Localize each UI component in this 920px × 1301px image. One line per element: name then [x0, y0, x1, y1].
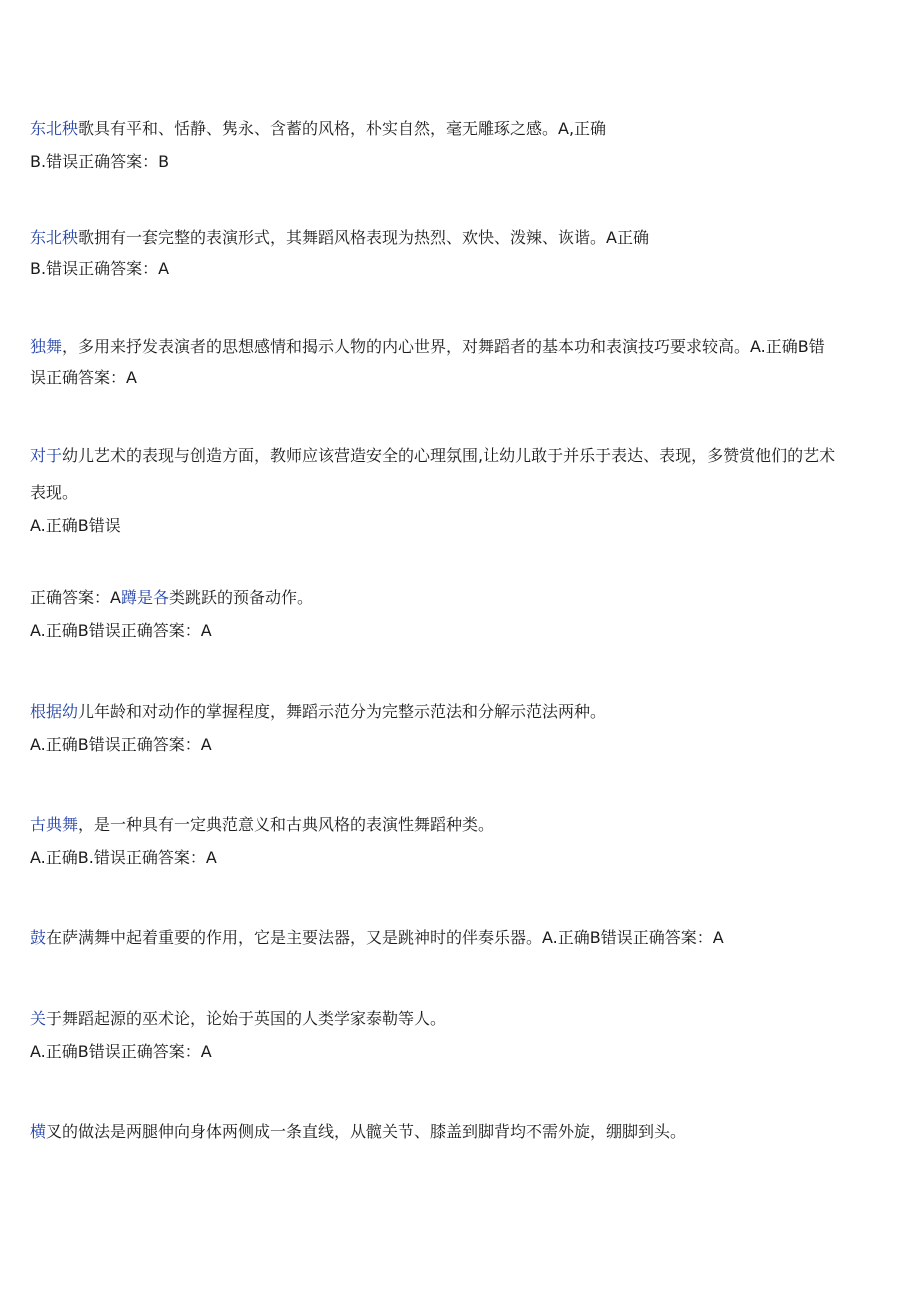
question-8-text: 在萨满舞中起着重要的作用，它是主要法器，又是跳神时的伴奏乐器。A.正确B错误正确答案：A: [46, 928, 724, 947]
question-1-line-2: [30, 150, 890, 174]
question-8-line-1: [30, 926, 890, 950]
question-2-keyword: 东北秧: [30, 228, 79, 247]
question-1-line-1: [30, 117, 890, 141]
question-3-line-2: [30, 366, 890, 390]
question-5-line-2: [30, 619, 890, 643]
question-1-answer: B.错误正确答案：B: [30, 152, 170, 171]
question-6-answer: A.正确B错误正确答案：A: [30, 735, 212, 754]
question-4-options: A.正确B错误: [30, 516, 121, 535]
question-9-keyword: 关: [30, 1009, 47, 1028]
question-7-answer: A.正确B.错误正确答案：A: [30, 848, 217, 867]
question-5-text: 类跳跃的预备动作。: [168, 588, 313, 607]
question-7-keyword: 古典舞: [30, 815, 79, 834]
question-10-keyword: 横: [30, 1122, 47, 1141]
question-1-text: 歌具有平和、恬静、隽永、含蓄的风格，朴实自然，毫无雕琢之感。A,正确: [78, 119, 607, 138]
question-10-text: 叉的做法是两腿伸向身体两侧成一条直线，从髋关节、膝盖到脚背均不需外旋，绷脚到头。: [46, 1122, 687, 1141]
question-4-line-3: [30, 514, 890, 538]
question-5-line-1: [30, 586, 890, 610]
question-3-line-1: [30, 335, 890, 359]
question-1-keyword: 东北秧: [30, 119, 79, 138]
question-4-answer: 正确答案：A: [30, 588, 121, 607]
question-2-answer: B.错误正确答案：A: [30, 259, 170, 278]
question-8-keyword: 鼓: [30, 928, 47, 947]
question-3-text: ，多用来抒发表演者的思想感情和揭示人物的内心世界，对舞蹈者的基本功和表演技巧要求较高。A.正确B错: [62, 337, 825, 356]
question-10-line-1: [30, 1120, 890, 1144]
question-2-text: 歌拥有一套完整的表演形式，其舞蹈风格表现为热烈、欢快、泼辣、诙谐。A正确: [78, 228, 649, 247]
question-2-line-1: [30, 226, 890, 250]
question-4-line-1: [30, 444, 890, 468]
question-3-answer: 误正确答案：A: [30, 368, 137, 387]
question-6-line-1: [30, 700, 890, 724]
question-7-line-1: [30, 813, 890, 837]
question-6-text: 儿年龄和对动作的掌握程度，舞蹈示范分为完整示范法和分解示范法两种。: [78, 702, 607, 721]
question-9-line-1: [30, 1007, 890, 1031]
question-3-keyword: 独舞: [30, 337, 63, 356]
question-4-text-cont: 表现。: [30, 483, 79, 502]
question-4-keyword: 对于: [30, 446, 63, 465]
question-7-text: ，是一种具有一定典范意义和古典风格的表演性舞蹈种类。: [78, 815, 495, 834]
question-4-text: 幼儿艺术的表现与创造方面，教师应该营造安全的心理氛围,让幼儿敢于并乐于表达、表现，多赞赏他们的艺术: [62, 446, 836, 465]
question-5-answer: A.正确B错误正确答案：A: [30, 621, 212, 640]
question-2-line-2: [30, 257, 890, 281]
question-6-line-2: [30, 733, 890, 757]
question-5-keyword: 蹲是各: [120, 588, 169, 607]
question-6-keyword: 根据幼: [30, 702, 79, 721]
question-9-line-2: [30, 1040, 890, 1064]
question-4-line-2: [30, 481, 890, 505]
question-7-line-2: [30, 846, 890, 870]
question-9-answer: A.正确B错误正确答案：A: [30, 1042, 212, 1061]
question-9-text: 于舞蹈起源的巫术论，论始于英国的人类学家泰勒等人。: [46, 1009, 447, 1028]
